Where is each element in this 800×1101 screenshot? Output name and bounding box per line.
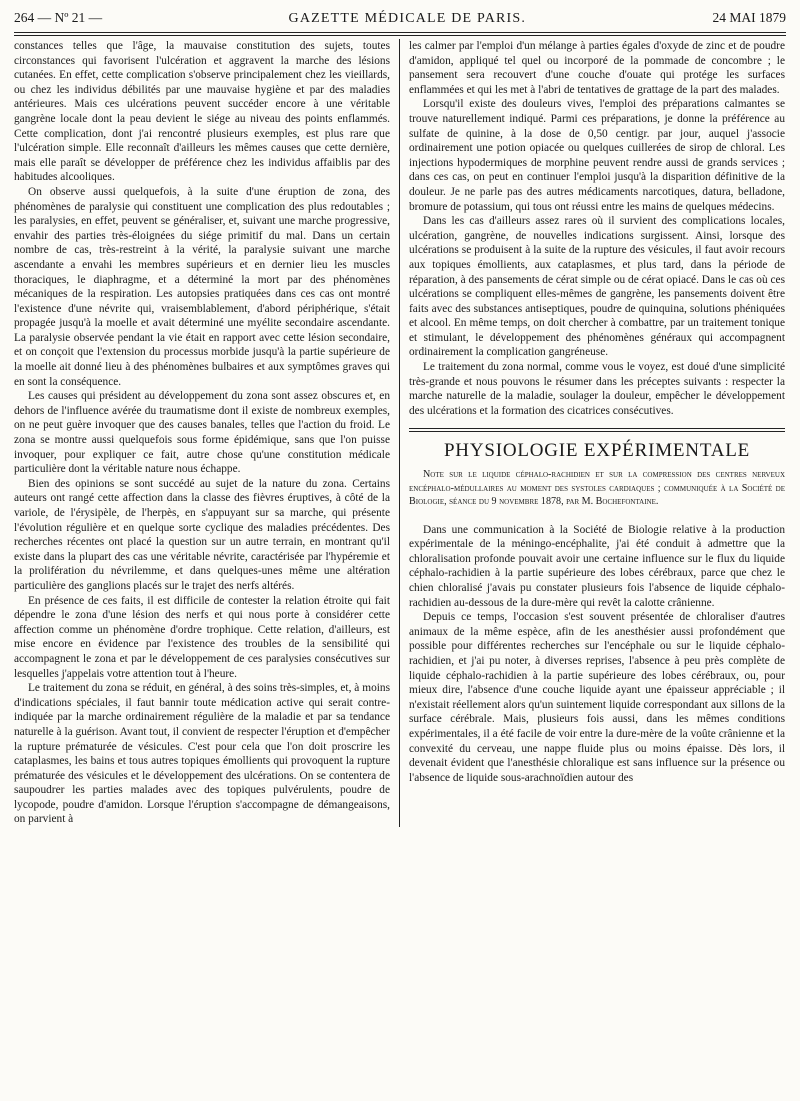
right-column: [403, 39, 785, 827]
paragraph: Depuis ce temps, l'occasion s'est souvent présentée de chloraliser d'autres animaux de la même espèce, afin de les anesthésier aussi profondément que possible pour différentes recherches sur l'encéphale ou sur le liquide céphalo-rachidien, et j'ai pu noter, à diverses reprises, l'absence à peu près complète de liquide céphalo-rachidien à la partie supérieure des lobes cérébraux, ou, pour mieux dire, l'absence d'une couche liquide ayant une épaisseur appréciable ; il n'existait réellement alors qu'un suintement liquide correspondant aux sillons de la surface cérébrale. Mais, plusieurs fois aussi, dans les mêmes conditions expérimentales, il a été facile de voir entre la dure-mère de la voûte crânienne et la convexité du cerveau, une nappe fluide plus ou moins épaisse. Dès lors, il devenait évident que l'anesthésie chloralique est sans influence sur la présence ou l'absence de liquide sous-arachnoïdien autour des: [409, 611, 785, 784]
paragraph: On observe aussi quelquefois, à la suite d'une éruption de zona, des phénomènes de paralysie qui constituent une complication des plus redoutables ; les paralysies, en effet, peuvent se généraliser, et, suivant une marche progressive, envahir des parties très-éloignées du siége primitif du mal. Dans un certain nombre de cas, très-restreint à la vérité, la paralysie suivant une marche ascendante a envahi les membres supérieurs et en dernier lieu les muscles thoraciques, le diaphragme, et a déterminé la mort par des phénomènes mécaniques de la respiration. Les autopsies pratiquées dans ces cas ont montré l'existence d'une névrite qui, vraisemblablement, d'abord périphérique, s'était propagée jusqu'à la moelle et avait déterminé une myélite secondaire ascendante. La paralysie observée pendant la vie était en rapport avec cette lésion secondaire, et on conçoit que l'extension du processus morbide jusqu'à la partie supérieure de la moelle ait donné lieu à des phénomènes bulbaires et aux symptômes graves qui en sont la conséquence.: [14, 185, 390, 388]
page-number: 264 — Nº 21 —: [14, 10, 103, 25]
article-note: Note sur le liquide céphalo-rachidien et sur la compression des centres nerveux encéphalo-médullaires au moment des systoles cardiaques ; communiquée à la Société de Biologie, séance du 9 novembre 1878, par M. Bochefontaine.: [409, 469, 785, 508]
section-rule: [409, 428, 785, 432]
issue-date: 24 MAI 1879: [712, 10, 786, 25]
journal-title: GAZETTE MÉDICALE DE PARIS.: [288, 11, 527, 26]
column-divider: [399, 39, 400, 827]
section-title: PHYSIOLOGIE EXPÉRIMENTALE: [443, 440, 751, 462]
left-column: [14, 39, 396, 827]
paragraph: En présence de ces faits, il est difficile de contester la relation étroite qui fait dépendre le zona d'une lésion des nerfs et qui nous porte à considérer cette affection comme un phénomène d'ordre trophique. Cette relation, d'ailleurs, est mise encore en évidence par l'existence des troubles de la sensibilité qui accompagnent le zona et par le développement de ces paralysies consécutives sur lesquelles j'appelais votre attention tout à l'heure.: [14, 594, 390, 680]
paragraph: Bien des opinions se sont succédé au sujet de la nature du zona. Certains auteurs ont rangé cette affection dans la classe des fièvres éruptives, à côté de la variole, de l'érysipèle, de l'herpès, en s'appuyant sur sa marche, qui présente l'évolution régulière et en quelque sorte cyclique des maladies précédentes. Des recherches récentes ont placé la question sur un autre terrain, en montrant qu'il existe dans la plupart des cas une véritable névrite, caractérisée par l'hypéremie et la prolifération du névrilemme, et dans quelques-unes même une altération particulière des ganglions placés sur le trajet des nerfs altérés.: [14, 477, 390, 592]
paragraph: constances telles que l'âge, la mauvaise constitution des sujets, toutes circonstances qui favorisent l'ulcération et aggravent la marche des lésions cutanées. En effet, cette complication s'observe principalement chez les vieillards, ou chez les individus débilités par une mauvaise hygiène et par des maladies antérieures. Mais ces ulcérations peuvent succéder encore à une véritable gangrène locale dont la peau devient le siége au niveau des points enflammés. Cette complication, dont j'ai rencontré plusieurs exemples, est plus rare que l'ulcération simple. Elle reconnaît d'ailleurs les mêmes causes que cette dernière, mais elle paraît se développer de préférence chez les individus affaiblis par des habitudes alcooliques.: [14, 40, 390, 184]
paragraph: Les causes qui président au développement du zona sont assez obscures et, en dehors de l'influence avérée du traumatisme dont il existe de nombreux exemples, on ne peut guère invoquer que des causes banales, telles que l'action du froid. Le zona se montre aussi quelquefois sous forme épidémique, sans que l'on puisse invoquer, pour expliquer ce fait, autre chose qu'une constitution médicale particulière dont la véritable nature nous échappe.: [14, 390, 390, 476]
paragraph: Dans une communication à la Société de Biologie relative à la production expérimentale de la méningo-encéphalite, j'ai été conduit à admettre que la chloralisation profonde pouvait avoir une certaine influence sur le flux du liquide céphalo-rachidien à la partie supérieure des lobes cérébraux, parce que chez le chien chloralisé j'avais pu constater plusieurs fois l'absence de liquide céphalo-rachidien au-dessous de la dure-mère qui revêt la calotte crânienne.: [409, 523, 785, 609]
paragraph: Dans les cas d'ailleurs assez rares où il survient des complications locales, ulcération, gangrène, de nouvelles indications surgissent. Ainsi, lorsque des ulcérations se produisent à la suite de la rupture des vésicules, il faut avoir recours aux topiques émollients, aux cataplasmes, et plus tard, dans la période de réparation, à des pansements de cérat simple ou de cérat opiacé. Dans le cas où ces ulcérations se compliquent elles-mêmes de gangrène, les pansements doivent être faits avec des substances antiseptiques, poudre de quinquina, solutions phéniquées et alcool. En même temps, on doit chercher à combattre, par un traitement tonique et stimulant, le développement des phénomènes généraux qui accompagnent ordinairement la complication gangréneuse.: [409, 215, 785, 359]
paragraph: Le traitement du zona se réduit, en général, à des soins très-simples, et, à moins d'indications spéciales, il faut bannir toute médication active qui serait contre-indiquée par la marche ordinairement régulière de la maladie et par sa tendance naturelle à la guérison. Avant tout, il convient de respecter l'éruption et d'empêcher la rupture prématurée de vésicules. C'est pour cela que l'on doit proscrire les cataplasmes, les bains et tous autres topiques émollients qui provoquent la rupture prématurée des vésicules et le développement des ulcérations. On se contentera de saupoudrer les parties malades avec des topiques pulvérulents, poudre de lycopode, poudre d'amidon. Lorsque l'éruption s'accompagne de démangeaisons, on parvient à: [14, 682, 390, 826]
header-rule: [14, 33, 786, 36]
paragraph: Lorsqu'il existe des douleurs vives, l'emploi des préparations calmantes se trouve naturellement indiqué. Parmi ces préparations, je donne la préférence au sulfate de quinine, à la dose de 0,50 centigr. par jour, auquel j'associe ordinairement une potion opiacée ou quelques cuillerées de sirop de chloral. Les injections hypodermiques de morphine peuvent rendre aussi de grands services ; dans ces cas, on peut en continuer l'emploi jusqu'à la disparition définitive de la douleur. Je ne parle pas des autres médicaments narcotiques, datura, belladone, bromure de potassium, qui tous ont réussi entre les mains de quelques médecins.: [409, 98, 785, 213]
paragraph: les calmer par l'emploi d'un mélange à parties égales d'oxyde de zinc et de poudre d'amidon, appliqué tel quel ou incorporé de la pommade de concombre ; le pansement sera recouvert d'une couche d'ouate qui protége les surfaces enflammées et qui les met à l'abri de tentatives de grattage de la part des malades.: [409, 40, 785, 96]
paragraph: Le traitement du zona normal, comme vous le voyez, est doué d'une simplicité très-grande et nous pouvons le résumer dans les préceptes suivants : respecter la marche naturelle de la maladie, soulager la douleur, empêcher le développement des ulcérations et la formation des cicatrices consécutives.: [409, 361, 785, 417]
text-columns: [14, 39, 786, 827]
page-header: [14, 10, 786, 33]
